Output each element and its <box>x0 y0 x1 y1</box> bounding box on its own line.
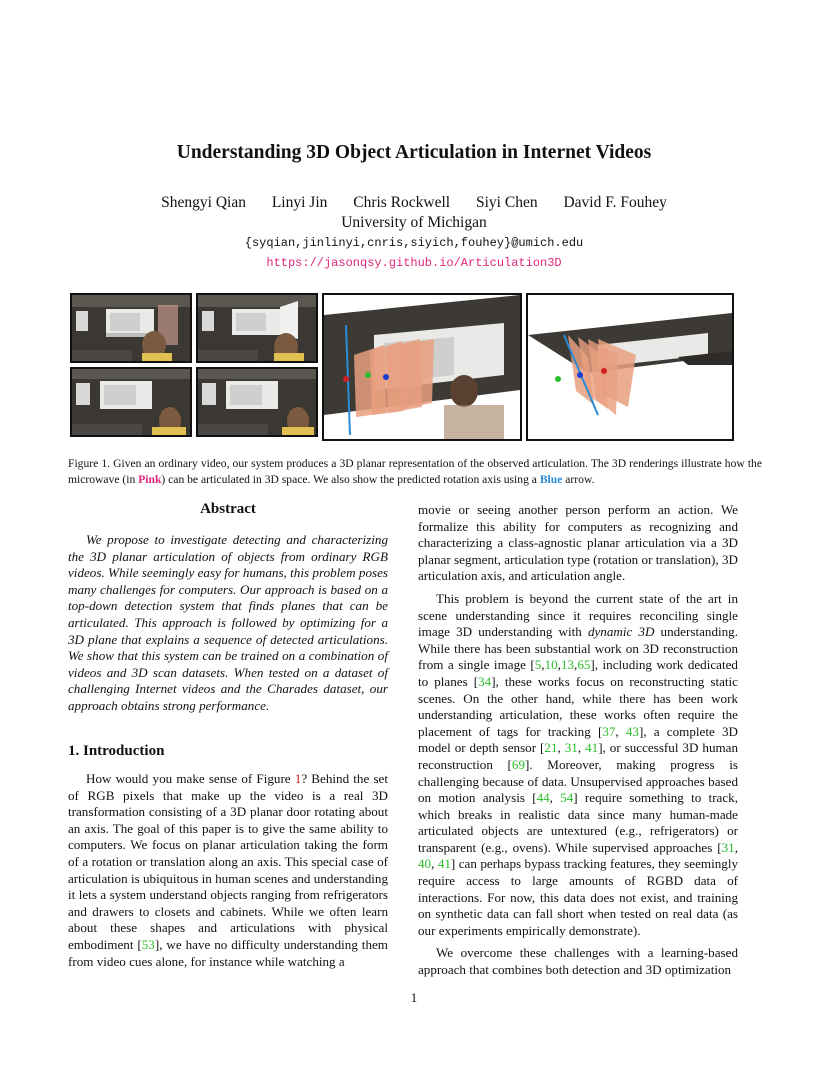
abstract-paragraph: We propose to investigate detecting and characterizing the 3D planar articulation of objects from ordinary RGB videos. While seemingly easy for humans, this problem poses many challenges for computers. Our approach is based on a top-down detection system that finds planes that can be articulated. This approach is followed by optimizing for a 3D plane that explains a sequence of detected articulations. We show that this system can be trained on a combination of videos and 3D scan datasets. When tested on a dataset of challenging Internet videos and the Charades dataset, our approach obtains strong performance. <box>68 532 388 713</box>
render-3d-view <box>526 293 734 441</box>
citation-link[interactable]: 13 <box>560 657 575 673</box>
paragraph: movie or seeing another person perform an action. We formalize this ability for computers as recognizing and characterizing a class-agnostic planar articulation via a 3D planar segment, articulation type (rotation or translation), 3D articulation axis, and articulation angle. <box>418 502 738 584</box>
citation-link[interactable]: 40 <box>418 856 432 872</box>
section-heading: 1. Introduction <box>68 743 165 759</box>
figure-ref-link[interactable]: 1 <box>294 771 302 786</box>
citation-link[interactable]: 21 <box>544 740 558 756</box>
emphasis: dynamic 3D <box>587 624 655 640</box>
author-name: Chris Rockwell <box>353 194 451 211</box>
intro-body <box>68 771 388 970</box>
citation-link[interactable]: 31 <box>564 740 578 756</box>
citation-link[interactable]: 34 <box>478 673 492 689</box>
citation-link[interactable]: 43 <box>625 723 639 739</box>
citation-link[interactable]: 5 <box>534 657 542 673</box>
paragraph: We overcome these challenges with a learning-based approach that combines both detection and 3D optimization <box>418 945 738 978</box>
author-name: David F. Fouhey <box>563 194 667 211</box>
page-number: 1 <box>410 990 418 1005</box>
caption-text: ) can be articulated in 3D space. We also show the predicted rotation axis using a <box>161 473 540 486</box>
figure-caption <box>68 456 762 488</box>
affiliation: University of Michigan <box>341 214 487 231</box>
caption-text: arrow. <box>562 473 595 486</box>
abstract-heading: Abstract <box>200 501 256 517</box>
author-name: Linyi Jin <box>271 194 328 211</box>
citation-link[interactable]: 31 <box>721 839 735 855</box>
citation-link[interactable]: 37 <box>602 723 616 739</box>
caption-blue-word: Blue <box>539 473 563 486</box>
project-url-link[interactable]: https://jasonqsy.github.io/Articulation3D <box>266 256 562 270</box>
citation-link[interactable]: 54 <box>560 790 574 806</box>
right-column <box>418 502 738 979</box>
author-name: Siyi Chen <box>476 194 538 211</box>
author-list <box>0 194 828 212</box>
video-frame <box>196 293 318 363</box>
paper-title: Understanding 3D Object Articulation in Internet Videos <box>176 142 652 163</box>
video-frame <box>196 367 318 437</box>
paragraph: How would you make sense of Figure 1? Behind the set of RGB pixels that make up the video is a real 3D transformation consisting of a 3D planar door rotating about an axis. The goal of this paper is to give the same ability to computers. We focus on planar articulation taking the form of a rotation or translation along an axis. This special case of articulation is ubiquitous in human scenes and understanding it lets a system understand objects ranging from refrigerators and drawers to closets and cabinets. While we often learn about these shapes and articulations with physical embodiment [53], we have no difficulty understanding them from video cues alone, for instance while watching a <box>68 771 388 969</box>
citation-link[interactable]: 44 <box>536 790 550 806</box>
author-name: Shengyi Qian <box>161 194 246 211</box>
citation-link[interactable]: 53 <box>141 936 155 952</box>
teaser-figure <box>70 293 734 441</box>
citation-link[interactable]: 10 <box>544 657 558 673</box>
caption-pink-word: Pink <box>138 473 162 486</box>
author-emails: {syqian,jinlinyi,cnris,siyich,fouhey}@umich.edu <box>244 236 584 250</box>
citation-link[interactable]: 41 <box>437 856 451 872</box>
citation-link[interactable]: 69 <box>511 756 526 772</box>
caption-text: Given an ordinary video, our system produces a 3D planar representation of the observed articulation. The 3D renderings illustrate how the microwave (in <box>68 457 762 486</box>
citation-link[interactable]: 41 <box>585 740 599 756</box>
abstract-body <box>68 532 388 715</box>
paragraph: This problem is beyond the current state of the art in scene understanding since it requires reconciling single image 3D understanding with dynamic 3D understanding. While there has been substantial work on 3D reconstruction from a single image [5,10,13,65], including work dedicated to planes [34], these works focus on reconstructing static scenes. On the other hand, while there has been work understanding articulation, these works often require the placement of tags for tracking [37, 43], a complete 3D model or depth sensor [21, 31, 41], or successful 3D human reconstruction [69]. Moreover, making progress is challenging because of data. Unsupervised approaches based on motion analysis [44, 54] require something to track, which breaks in realistic data since many human-made articulated objects are untextured (e.g., refrigerators) or transparent (e.g., ovens). While supervised approaches [31, 40, 41] can perhaps bypass tracking features, they seemingly require access to large amounts of RGBD data of interactions. For now, this data does not exist, and training on synthetic data can fall short when tested on real data (as our experiments empirically demonstrate). <box>418 590 739 938</box>
citation-link[interactable]: 65 <box>577 657 591 673</box>
video-frame <box>70 367 192 437</box>
video-frame <box>70 293 192 363</box>
caption-label: Figure 1. <box>68 457 111 470</box>
render-3d-view <box>322 293 522 441</box>
